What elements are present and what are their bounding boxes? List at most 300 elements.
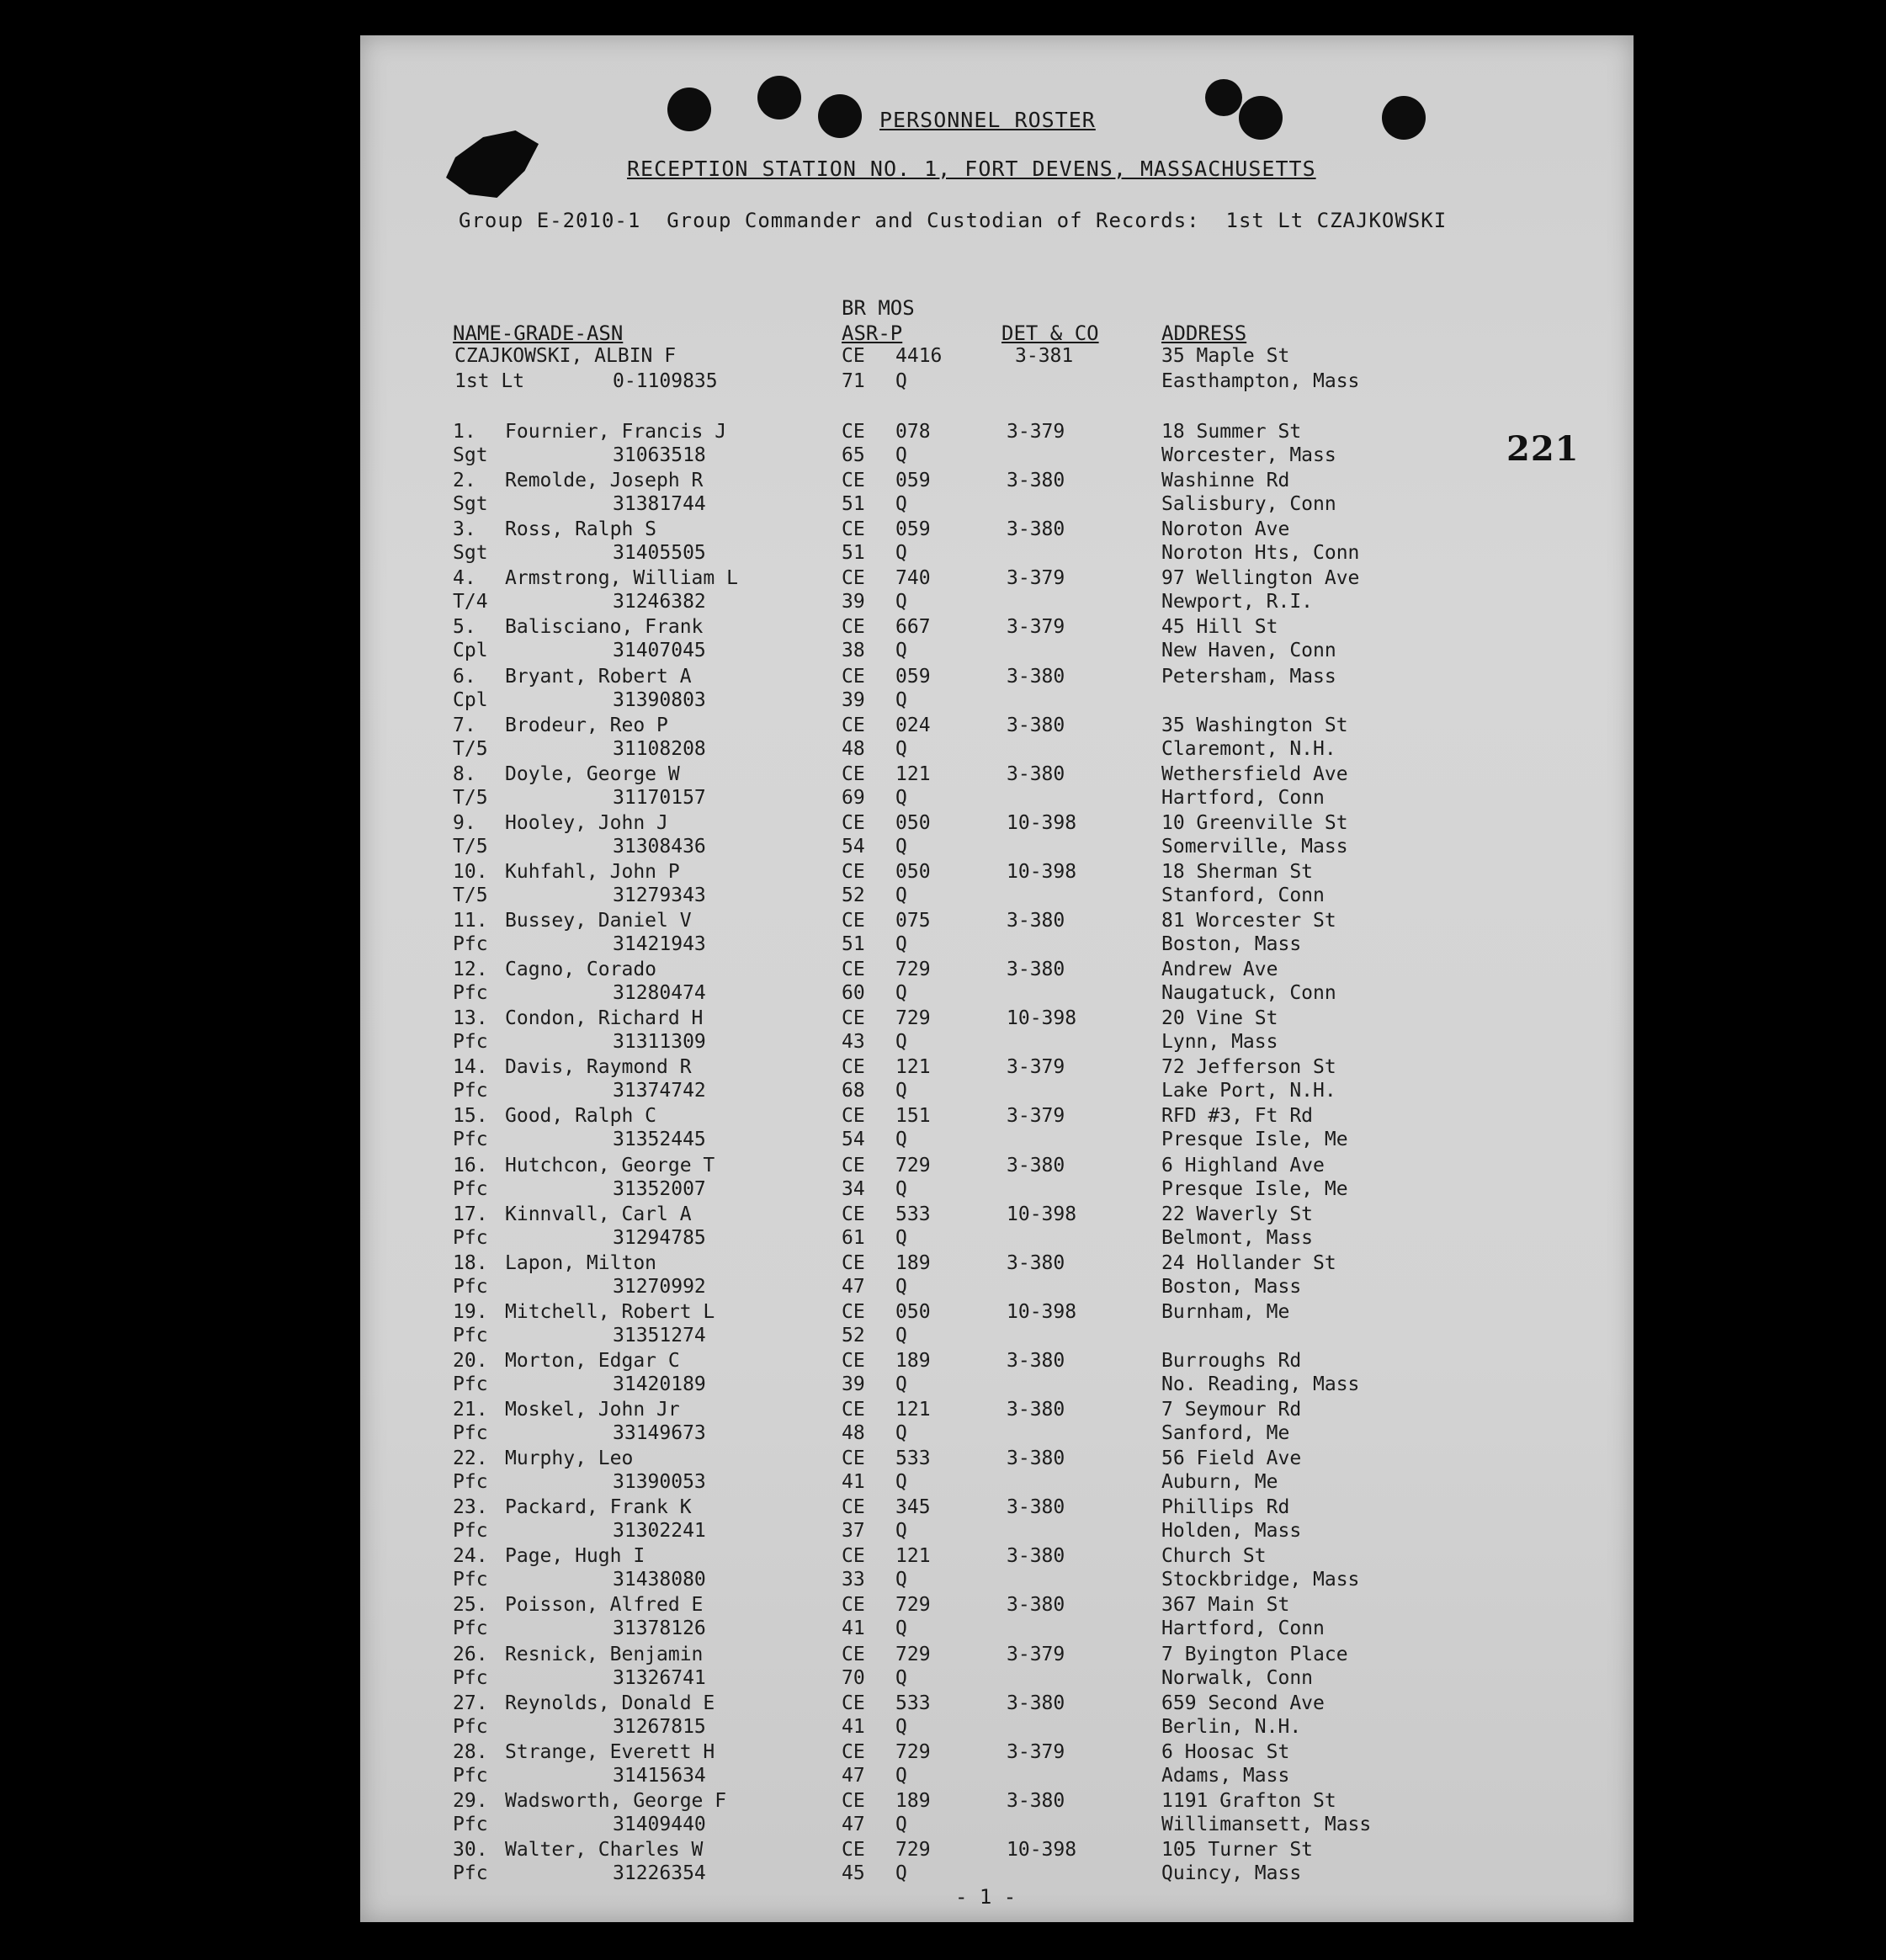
row-branch: CE bbox=[842, 1105, 865, 1128]
row-det-co: 3-380 bbox=[1007, 714, 1065, 736]
row-branch: CE bbox=[842, 470, 865, 492]
row-name: Remolde, Joseph R bbox=[505, 470, 704, 492]
row-number: 18. bbox=[453, 1251, 488, 1274]
row-det-co: 10-398 bbox=[1007, 1203, 1077, 1225]
row-det-co: 3-380 bbox=[1007, 1789, 1065, 1812]
row-branch: CE bbox=[842, 1740, 865, 1763]
table-row bbox=[0, 1203, 1314, 1252]
row-address-line1: 18 Summer St bbox=[1161, 421, 1302, 443]
row-physical: Q bbox=[895, 688, 907, 711]
row-branch: CE bbox=[842, 762, 865, 785]
table-row bbox=[0, 665, 1336, 714]
row-grade: Pfc bbox=[453, 1471, 488, 1494]
row-asn: 31267815 bbox=[613, 1715, 706, 1738]
row-branch: CE bbox=[842, 1545, 865, 1568]
punch-hole bbox=[757, 76, 801, 120]
row-det-co: 3-380 bbox=[1007, 470, 1065, 492]
row-asr: 41 bbox=[842, 1715, 865, 1738]
row-mos: 189 bbox=[895, 1251, 931, 1274]
row-physical: Q bbox=[895, 933, 907, 955]
row-det-co: 3-380 bbox=[1007, 1349, 1065, 1372]
row-asr: 54 bbox=[842, 835, 865, 858]
row-physical: Q bbox=[895, 1862, 907, 1884]
row-address-line2: Claremont, N.H. bbox=[1161, 737, 1336, 760]
punch-hole bbox=[1382, 96, 1426, 140]
row-mos: 729 bbox=[895, 1594, 931, 1617]
row-mos: 121 bbox=[895, 1056, 931, 1079]
row-grade: Pfc bbox=[453, 1569, 488, 1591]
row-branch: CE bbox=[842, 665, 865, 688]
row-branch: CE bbox=[842, 1447, 865, 1470]
row-det-co: 3-380 bbox=[1007, 910, 1065, 932]
row-address-line1: Washinne Rd bbox=[1161, 470, 1290, 492]
row-branch: CE bbox=[842, 1056, 865, 1079]
row-grade: Sgt bbox=[453, 444, 488, 466]
row-physical: Q bbox=[895, 786, 907, 809]
row-asr: 33 bbox=[842, 1569, 865, 1591]
group-line: Group E-2010-1 Group Commander and Custodian of Records: 1st Lt CZAJKOWSKI bbox=[459, 209, 1448, 232]
commander-p: Q bbox=[895, 370, 907, 392]
row-name: Doyle, George W bbox=[505, 762, 680, 785]
row-address-line1: Burnham, Me bbox=[1161, 1300, 1290, 1323]
row-det-co: 10-398 bbox=[1007, 1838, 1077, 1861]
row-grade: T/5 bbox=[453, 737, 488, 760]
row-asn: 31226354 bbox=[613, 1862, 706, 1884]
row-number: 19. bbox=[453, 1300, 488, 1323]
commander-addr1: 35 Maple St bbox=[1161, 345, 1290, 367]
row-branch: CE bbox=[842, 959, 865, 981]
row-address-line1: 97 Wellington Ave bbox=[1161, 567, 1360, 590]
row-grade: Pfc bbox=[453, 1666, 488, 1689]
row-asr: 43 bbox=[842, 1031, 865, 1054]
row-grade: Pfc bbox=[453, 1129, 488, 1151]
row-asr: 51 bbox=[842, 933, 865, 955]
row-det-co: 3-380 bbox=[1007, 1251, 1065, 1274]
row-address-line2: Berlin, N.H. bbox=[1161, 1715, 1302, 1738]
table-row bbox=[0, 1447, 1302, 1496]
row-physical: Q bbox=[895, 1373, 907, 1395]
table-row bbox=[0, 421, 1336, 470]
row-physical: Q bbox=[895, 640, 907, 662]
row-mos: 345 bbox=[895, 1496, 931, 1519]
row-branch: CE bbox=[842, 567, 865, 590]
row-branch: CE bbox=[842, 518, 865, 541]
row-asn: 31415634 bbox=[613, 1764, 706, 1787]
commander-br: CE bbox=[842, 345, 865, 367]
row-number: 16. bbox=[453, 1154, 488, 1177]
row-address-line1: Wethersfield Ave bbox=[1161, 762, 1348, 785]
row-branch: CE bbox=[842, 1838, 865, 1861]
row-name: Cagno, Corado bbox=[505, 959, 657, 981]
row-address-line2: Worcester, Mass bbox=[1161, 444, 1336, 466]
row-address-line1: 45 Hill St bbox=[1161, 616, 1278, 639]
table-row bbox=[0, 811, 1348, 861]
row-det-co: 10-398 bbox=[1007, 1300, 1077, 1323]
row-asr: 54 bbox=[842, 1129, 865, 1151]
row-name: Balisciano, Frank bbox=[505, 616, 704, 639]
row-mos: 121 bbox=[895, 1545, 931, 1568]
row-name: Good, Ralph C bbox=[505, 1105, 657, 1128]
row-mos: 729 bbox=[895, 1740, 931, 1763]
commander-asn: 0-1109835 bbox=[613, 370, 718, 392]
row-physical: Q bbox=[895, 1080, 907, 1102]
row-number: 13. bbox=[453, 1007, 488, 1030]
page-number-stamp: 221 bbox=[1506, 429, 1580, 469]
row-asn: 31108208 bbox=[613, 737, 706, 760]
row-address-line2: Presque Isle, Me bbox=[1161, 1129, 1348, 1151]
table-row bbox=[0, 1399, 1302, 1447]
row-address-line1: 7 Byington Place bbox=[1161, 1643, 1348, 1665]
table-row bbox=[0, 1789, 1372, 1839]
row-mos: 729 bbox=[895, 1007, 931, 1030]
row-det-co: 10-398 bbox=[1007, 1007, 1077, 1030]
row-physical: Q bbox=[895, 1031, 907, 1054]
row-address-line2: Hartford, Conn bbox=[1161, 1617, 1325, 1640]
row-address-line2: Norwalk, Conn bbox=[1161, 1666, 1314, 1689]
punch-hole bbox=[1239, 96, 1283, 140]
commander-addr2: Easthampton, Mass bbox=[1161, 370, 1360, 392]
row-number: 21. bbox=[453, 1399, 488, 1421]
row-mos: 059 bbox=[895, 665, 931, 688]
row-asn: 31352007 bbox=[613, 1177, 706, 1200]
row-grade: Pfc bbox=[453, 1373, 488, 1395]
row-grade: Pfc bbox=[453, 1275, 488, 1298]
row-address-line1: Andrew Ave bbox=[1161, 959, 1278, 981]
row-grade: Pfc bbox=[453, 1520, 488, 1543]
row-asr: 68 bbox=[842, 1080, 865, 1102]
row-asr: 41 bbox=[842, 1471, 865, 1494]
table-row bbox=[0, 1007, 1278, 1056]
row-grade: Pfc bbox=[453, 933, 488, 955]
commander-name: CZAJKOWSKI, ALBIN F bbox=[454, 345, 677, 367]
table-row bbox=[0, 959, 1336, 1007]
page-footer: - 1 - bbox=[955, 1885, 1017, 1909]
row-name: Morton, Edgar C bbox=[505, 1349, 680, 1372]
row-address-line1: 18 Sherman St bbox=[1161, 860, 1314, 883]
table-row bbox=[0, 470, 1336, 518]
row-grade: Cpl bbox=[453, 688, 488, 711]
row-address-line2: Holden, Mass bbox=[1161, 1520, 1302, 1543]
row-address-line2: New Haven, Conn bbox=[1161, 640, 1336, 662]
row-asn: 31246382 bbox=[613, 591, 706, 613]
table-row bbox=[0, 1643, 1348, 1692]
row-name: Brodeur, Reo P bbox=[505, 714, 668, 736]
row-address-line2: Adams, Mass bbox=[1161, 1764, 1290, 1787]
row-mos: 121 bbox=[895, 762, 931, 785]
row-mos: 059 bbox=[895, 470, 931, 492]
row-physical: Q bbox=[895, 1275, 907, 1298]
row-address-line2: Stockbridge, Mass bbox=[1161, 1569, 1360, 1591]
row-name: Moskel, John Jr bbox=[505, 1399, 680, 1421]
row-det-co: 3-379 bbox=[1007, 1105, 1065, 1128]
row-grade: T/4 bbox=[453, 591, 488, 613]
row-number: 2. bbox=[453, 470, 476, 492]
row-det-co: 10-398 bbox=[1007, 811, 1077, 834]
row-det-co: 3-380 bbox=[1007, 1399, 1065, 1421]
row-asr: 34 bbox=[842, 1177, 865, 1200]
row-asr: 65 bbox=[842, 444, 865, 466]
row-asr: 39 bbox=[842, 1373, 865, 1395]
row-address-line1: RFD #3, Ft Rd bbox=[1161, 1105, 1314, 1128]
row-asn: 31352445 bbox=[613, 1129, 706, 1151]
row-mos: 151 bbox=[895, 1105, 931, 1128]
row-grade: Sgt bbox=[453, 493, 488, 516]
row-asn: 31326741 bbox=[613, 1666, 706, 1689]
row-branch: CE bbox=[842, 421, 865, 443]
row-asn: 31351274 bbox=[613, 1324, 706, 1347]
row-asr: 47 bbox=[842, 1275, 865, 1298]
table-row bbox=[0, 1105, 1348, 1154]
row-asn: 31063518 bbox=[613, 444, 706, 466]
row-address-line1: 20 Vine St bbox=[1161, 1007, 1278, 1030]
row-name: Kinnvall, Carl A bbox=[505, 1203, 692, 1225]
row-number: 11. bbox=[453, 910, 488, 932]
row-branch: CE bbox=[842, 1154, 865, 1177]
row-address-line2: Presque Isle, Me bbox=[1161, 1177, 1348, 1200]
station-title: RECEPTION STATION NO. 1, FORT DEVENS, MASSACHUSETTS bbox=[627, 157, 1316, 181]
row-det-co: 3-380 bbox=[1007, 762, 1065, 785]
row-branch: CE bbox=[842, 714, 865, 736]
row-address-line2: Belmont, Mass bbox=[1161, 1226, 1314, 1249]
row-address-line2: Somerville, Mass bbox=[1161, 835, 1348, 858]
punch-hole bbox=[667, 88, 711, 131]
row-asr: 39 bbox=[842, 688, 865, 711]
row-det-co: 3-380 bbox=[1007, 665, 1065, 688]
row-address-line2: Boston, Mass bbox=[1161, 1275, 1302, 1298]
row-address-line2: Boston, Mass bbox=[1161, 933, 1302, 955]
row-grade: Sgt bbox=[453, 542, 488, 565]
row-physical: Q bbox=[895, 591, 907, 613]
row-address-line2: Salisbury, Conn bbox=[1161, 493, 1336, 516]
table-row bbox=[0, 910, 1336, 959]
row-asr: 48 bbox=[842, 737, 865, 760]
row-asr: 38 bbox=[842, 640, 865, 662]
col-br-mos: BR MOS bbox=[842, 296, 915, 320]
row-asn: 31294785 bbox=[613, 1226, 706, 1249]
row-physical: Q bbox=[895, 1177, 907, 1200]
row-address-line1: Phillips Rd bbox=[1161, 1496, 1290, 1519]
row-det-co: 3-380 bbox=[1007, 1692, 1065, 1714]
row-physical: Q bbox=[895, 737, 907, 760]
row-address-line2: Auburn, Me bbox=[1161, 1471, 1278, 1494]
row-name: Armstrong, William L bbox=[505, 567, 738, 590]
row-name: Resnick, Benjamin bbox=[505, 1643, 704, 1665]
row-det-co: 3-380 bbox=[1007, 959, 1065, 981]
table-row bbox=[0, 762, 1348, 812]
row-asr: 60 bbox=[842, 982, 865, 1005]
row-asr: 52 bbox=[842, 884, 865, 906]
row-number: 29. bbox=[453, 1789, 488, 1812]
row-grade: Pfc bbox=[453, 1764, 488, 1787]
table-row bbox=[0, 860, 1325, 910]
row-asn: 31279343 bbox=[613, 884, 706, 906]
row-grade: Pfc bbox=[453, 1177, 488, 1200]
row-mos: 075 bbox=[895, 910, 931, 932]
row-asr: 41 bbox=[842, 1617, 865, 1640]
row-asr: 37 bbox=[842, 1520, 865, 1543]
row-name: Wadsworth, George F bbox=[505, 1789, 727, 1812]
row-number: 1. bbox=[453, 421, 476, 443]
row-mos: 740 bbox=[895, 567, 931, 590]
row-det-co: 3-380 bbox=[1007, 1496, 1065, 1519]
col-det: DET & CO bbox=[1001, 321, 1099, 345]
row-branch: CE bbox=[842, 1300, 865, 1323]
row-address-line1: Church St bbox=[1161, 1545, 1267, 1568]
row-asn: 31390803 bbox=[613, 688, 706, 711]
row-number: 8. bbox=[453, 762, 476, 785]
row-name: Hutchcon, George T bbox=[505, 1154, 715, 1177]
row-mos: 729 bbox=[895, 959, 931, 981]
commander-asr: 71 bbox=[842, 370, 865, 392]
row-address-line2: Lynn, Mass bbox=[1161, 1031, 1278, 1054]
document-title: PERSONNEL ROSTER bbox=[879, 108, 1096, 132]
row-number: 23. bbox=[453, 1496, 488, 1519]
row-number: 4. bbox=[453, 567, 476, 590]
row-det-co: 3-380 bbox=[1007, 1154, 1065, 1177]
row-asn: 31374742 bbox=[613, 1080, 706, 1102]
row-grade: Pfc bbox=[453, 1617, 488, 1640]
row-grade: Pfc bbox=[453, 1422, 488, 1444]
row-asn: 31420189 bbox=[613, 1373, 706, 1395]
row-number: 6. bbox=[453, 665, 476, 688]
row-det-co: 3-380 bbox=[1007, 1594, 1065, 1617]
row-number: 26. bbox=[453, 1643, 488, 1665]
row-mos: 059 bbox=[895, 518, 931, 541]
row-branch: CE bbox=[842, 1692, 865, 1714]
row-physical: Q bbox=[895, 1226, 907, 1249]
row-branch: CE bbox=[842, 1349, 865, 1372]
row-asr: 69 bbox=[842, 786, 865, 809]
row-physical: Q bbox=[895, 542, 907, 565]
row-address-line2: Naugatuck, Conn bbox=[1161, 982, 1336, 1005]
row-name: Reynolds, Donald E bbox=[505, 1692, 715, 1714]
row-det-co: 3-380 bbox=[1007, 518, 1065, 541]
row-mos: 121 bbox=[895, 1399, 931, 1421]
table-row bbox=[0, 1692, 1325, 1741]
row-address-line1: 6 Hoosac St bbox=[1161, 1740, 1290, 1763]
row-address-line1: 56 Field Ave bbox=[1161, 1447, 1302, 1470]
table-row bbox=[0, 1300, 1290, 1350]
row-branch: CE bbox=[842, 1251, 865, 1274]
row-name: Mitchell, Robert L bbox=[505, 1300, 715, 1323]
row-grade: Pfc bbox=[453, 1862, 488, 1884]
row-address-line2: Stanford, Conn bbox=[1161, 884, 1325, 906]
row-address-line2: Willimansett, Mass bbox=[1161, 1813, 1372, 1835]
row-det-co: 3-380 bbox=[1007, 1545, 1065, 1568]
row-grade: Cpl bbox=[453, 640, 488, 662]
row-mos: 729 bbox=[895, 1643, 931, 1665]
row-address-line1: Petersham, Mass bbox=[1161, 665, 1336, 688]
row-address-line2: Lake Port, N.H. bbox=[1161, 1080, 1336, 1102]
row-grade: Pfc bbox=[453, 1324, 488, 1347]
row-asn: 33149673 bbox=[613, 1422, 706, 1444]
row-physical: Q bbox=[895, 493, 907, 516]
col-name: NAME-GRADE-ASN bbox=[453, 321, 624, 345]
row-name: Hooley, John J bbox=[505, 811, 668, 834]
row-name: Kuhfahl, John P bbox=[505, 860, 680, 883]
row-branch: CE bbox=[842, 1203, 865, 1225]
row-address-line1: Noroton Ave bbox=[1161, 518, 1290, 541]
row-address-line1: 7 Seymour Rd bbox=[1161, 1399, 1302, 1421]
row-number: 15. bbox=[453, 1105, 488, 1128]
row-number: 5. bbox=[453, 616, 476, 639]
commander-grade: 1st Lt bbox=[454, 370, 525, 392]
row-branch: CE bbox=[842, 1643, 865, 1665]
row-number: 28. bbox=[453, 1740, 488, 1763]
row-address-line2: Sanford, Me bbox=[1161, 1422, 1290, 1444]
row-mos: 667 bbox=[895, 616, 931, 639]
row-mos: 189 bbox=[895, 1349, 931, 1372]
row-mos: 078 bbox=[895, 421, 931, 443]
row-number: 7. bbox=[453, 714, 476, 736]
table-row bbox=[0, 567, 1360, 616]
row-address-line1: 72 Jefferson St bbox=[1161, 1056, 1336, 1079]
row-physical: Q bbox=[895, 982, 907, 1005]
row-det-co: 3-379 bbox=[1007, 616, 1065, 639]
row-mos: 533 bbox=[895, 1447, 931, 1470]
row-asn: 31381744 bbox=[613, 493, 706, 516]
row-asr: 70 bbox=[842, 1666, 865, 1689]
row-physical: Q bbox=[895, 1422, 907, 1444]
row-grade: Pfc bbox=[453, 1031, 488, 1054]
row-physical: Q bbox=[895, 884, 907, 906]
row-address-line1: 6 Highland Ave bbox=[1161, 1154, 1325, 1177]
row-name: Fournier, Francis J bbox=[505, 421, 727, 443]
table-row bbox=[0, 1154, 1348, 1203]
row-det-co: 10-398 bbox=[1007, 860, 1077, 883]
row-mos: 533 bbox=[895, 1692, 931, 1714]
col-address: ADDRESS bbox=[1161, 321, 1247, 345]
table-row bbox=[0, 518, 1360, 567]
row-number: 24. bbox=[453, 1545, 488, 1568]
row-name: Packard, Frank K bbox=[505, 1496, 692, 1519]
row-asr: 48 bbox=[842, 1422, 865, 1444]
row-asn: 31270992 bbox=[613, 1275, 706, 1298]
table-row bbox=[0, 1838, 1314, 1888]
row-det-co: 3-379 bbox=[1007, 1056, 1065, 1079]
row-asr: 47 bbox=[842, 1764, 865, 1787]
row-number: 9. bbox=[453, 811, 476, 834]
row-mos: 024 bbox=[895, 714, 931, 736]
row-number: 22. bbox=[453, 1447, 488, 1470]
row-det-co: 3-379 bbox=[1007, 421, 1065, 443]
row-address-line1: 105 Turner St bbox=[1161, 1838, 1314, 1861]
row-number: 25. bbox=[453, 1594, 488, 1617]
row-mos: 729 bbox=[895, 1838, 931, 1861]
row-mos: 533 bbox=[895, 1203, 931, 1225]
row-physical: Q bbox=[895, 1520, 907, 1543]
row-branch: CE bbox=[842, 1594, 865, 1617]
row-name: Davis, Raymond R bbox=[505, 1056, 692, 1079]
row-name: Bryant, Robert A bbox=[505, 665, 692, 688]
row-branch: CE bbox=[842, 811, 865, 834]
row-name: Strange, Everett H bbox=[505, 1740, 715, 1763]
row-asn: 31438080 bbox=[613, 1569, 706, 1591]
row-physical: Q bbox=[895, 1129, 907, 1151]
row-det-co: 3-379 bbox=[1007, 1740, 1065, 1763]
commander-mos: 4416 bbox=[895, 345, 943, 367]
row-address-line2: Quincy, Mass bbox=[1161, 1862, 1302, 1884]
row-asr: 52 bbox=[842, 1324, 865, 1347]
row-number: 27. bbox=[453, 1692, 488, 1714]
row-physical: Q bbox=[895, 1324, 907, 1347]
row-name: Condon, Richard H bbox=[505, 1007, 704, 1030]
row-address-line1: 10 Greenville St bbox=[1161, 811, 1348, 834]
row-name: Poisson, Alfred E bbox=[505, 1594, 704, 1617]
row-address-line1: 367 Main St bbox=[1161, 1594, 1290, 1617]
table-row bbox=[0, 616, 1336, 665]
row-asr: 51 bbox=[842, 542, 865, 565]
